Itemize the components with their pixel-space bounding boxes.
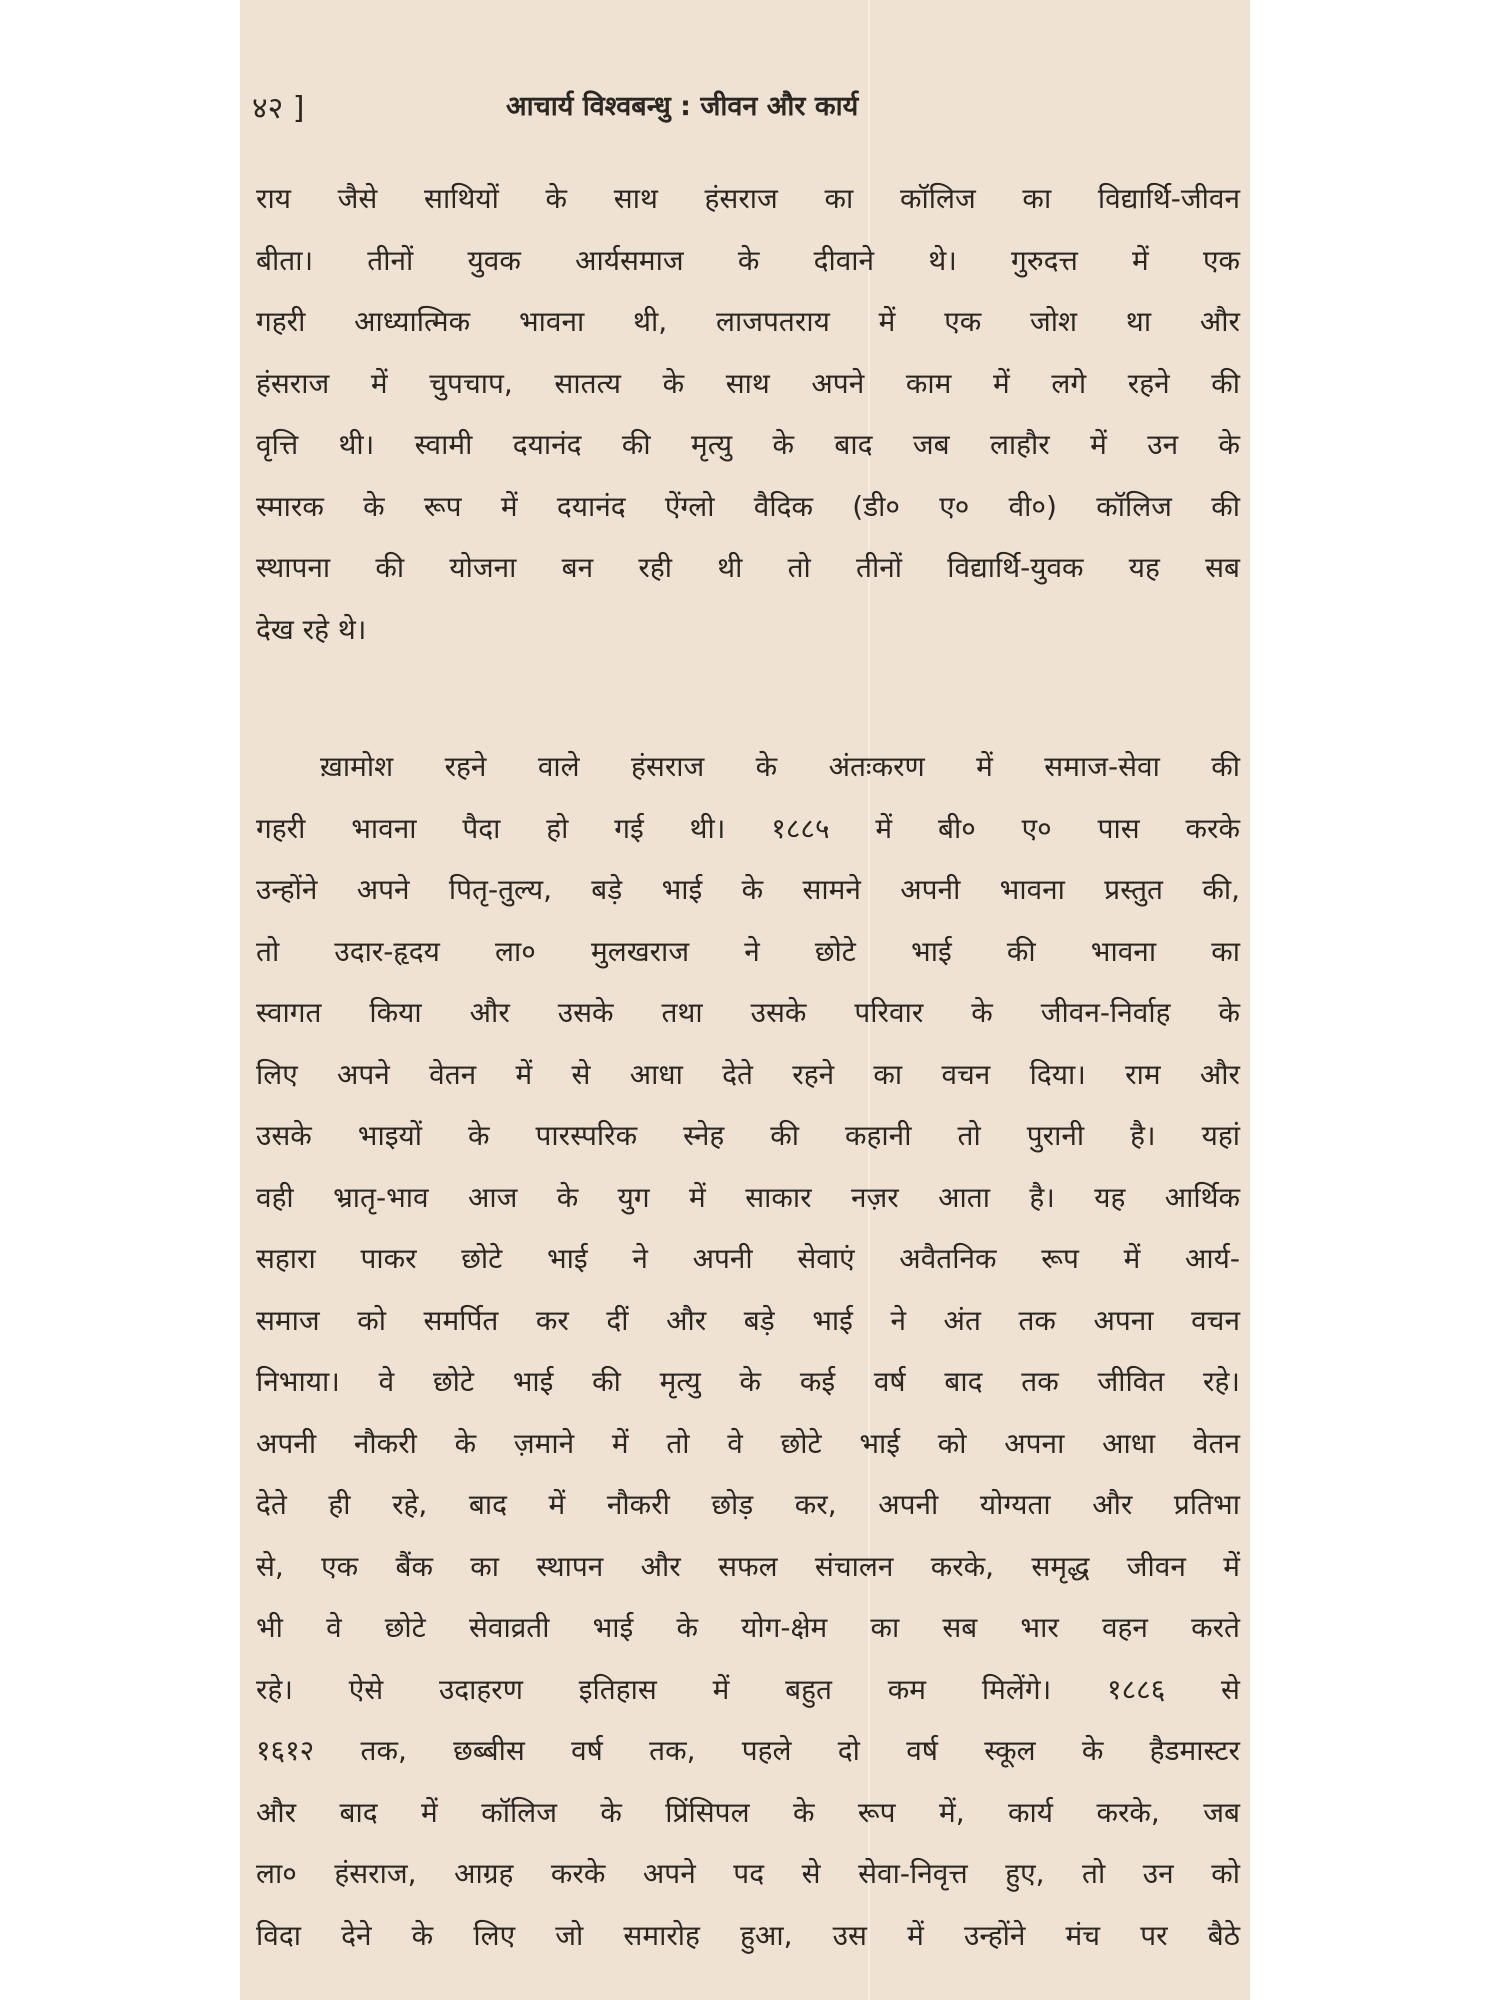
text-line: वही भ्रातृ-भाव आज के युग में साकार नज़र आता है। यह आर्थिक: [256, 1180, 1241, 1214]
text-line: अपनी नौकरी के ज़माने में तो वे छोटे भाई को अपना आधा वेतन: [256, 1426, 1240, 1460]
page-header: [252, 86, 1242, 136]
text-line: उन्होंने अपने पितृ-तुल्य, बड़े भाई के सामने अपनी भावना प्रस्तुत की,: [256, 873, 1240, 906]
text-line: स्मारक के रूप में दयानंद ऐंग्लो वैदिक (डी० ए० वी०) कॉलिज की: [256, 489, 1240, 523]
text-line: से, एक बैंक का स्थापन और सफल संचालन करके, समृद्ध जीवन में: [256, 1549, 1240, 1583]
text-line: तो उदार-हृदय ला० मुलखराज ने छोटे भाई की भावना का: [256, 934, 1240, 968]
text-line: स्थापना की योजना बन रही थी तो तीनों विद्यार्थि-युवक यह सब: [256, 551, 1240, 584]
text-line: बीता। तीनों युवक आर्यसमाज के दीवाने थे। गुरुदत्त में एक: [256, 243, 1240, 277]
text-line: गहरी आध्यात्मिक भावना थी, लाजपतराय में एक जोश था और: [256, 305, 1240, 338]
text-line: ख़ामोश रहने वाले हंसराज के अंतःकरण में समाज-सेवा की: [320, 750, 1240, 783]
book-page: [240, 0, 1250, 2000]
text-line: ला० हंसराज, आग्रह करके अपने पद से सेवा-निवृत्त हुए, तो उन को: [256, 1857, 1240, 1890]
body-text: [256, 168, 1240, 1966]
text-line: विदा देने के लिए जो समारोह हुआ, उस में उन्होंने मंच पर बैठे: [256, 1918, 1240, 1952]
text-line: देते ही रहे, बाद में नौकरी छोड़ कर, अपनी योग्यता और प्रतिभा: [256, 1488, 1240, 1521]
text-line: वृत्ति थी। स्वामी दयानंद की मृत्यु के बाद जब लाहौर में उन के: [256, 428, 1240, 461]
paragraph-2: [256, 736, 1240, 1966]
text-line: समाज को समर्पित कर दीं और बड़े भाई ने अंत तक अपना वचन: [256, 1303, 1240, 1337]
text-line: लिए अपने वेतन में से आधा देते रहने का वचन दिया। राम और: [256, 1057, 1240, 1091]
text-line: निभाया। वे छोटे भाई की मृत्यु के कई वर्ष बाद तक जीवित रहे।: [256, 1365, 1240, 1398]
text-line: उसके भाइयों के पारस्परिक स्नेह की कहानी तो पुरानी है। यहां: [256, 1119, 1240, 1152]
page-number: ४२ ]: [252, 91, 305, 126]
running-title: आचार्य विश्वबन्धु : जीवन और कार्य: [506, 91, 859, 122]
paragraph-1: [256, 168, 1240, 660]
text-line: भी वे छोटे सेवाव्रती भाई के योग-क्षेम का सब भार वहन करते: [256, 1611, 1240, 1644]
text-line: सहारा पाकर छोटे भाई ने अपनी सेवाएं अवैतनिक रूप में आर्य-: [256, 1242, 1240, 1275]
text-line: राय जैसे साथियों के साथ हंसराज का कॉलिज का विद्यार्थि-जीवन: [256, 182, 1240, 215]
text-line: गहरी भावना पैदा हो गई थी। १८८५ में बी० ए० पास करके: [256, 811, 1240, 845]
text-line: १६१२ तक, छब्बीस वर्ष तक, पहले दो वर्ष स्कूल के हैडमास्टर: [256, 1734, 1240, 1767]
text-line: देख रहे थे।: [256, 612, 367, 646]
paragraph-gap: [256, 660, 1240, 736]
text-line: और बाद में कॉलिज के प्रिंसिपल के रूप में, कार्य करके, जब: [256, 1795, 1240, 1829]
text-line: रहे। ऐसे उदाहरण इतिहास में बहुत कम मिलेंगे। १८८६ से: [256, 1672, 1240, 1706]
text-line: स्वागत किया और उसके तथा उसके परिवार के जीवन-निर्वाह के: [256, 996, 1240, 1029]
text-line: हंसराज में चुपचाप, सातत्य के साथ अपने काम में लगे रहने की: [256, 366, 1240, 400]
